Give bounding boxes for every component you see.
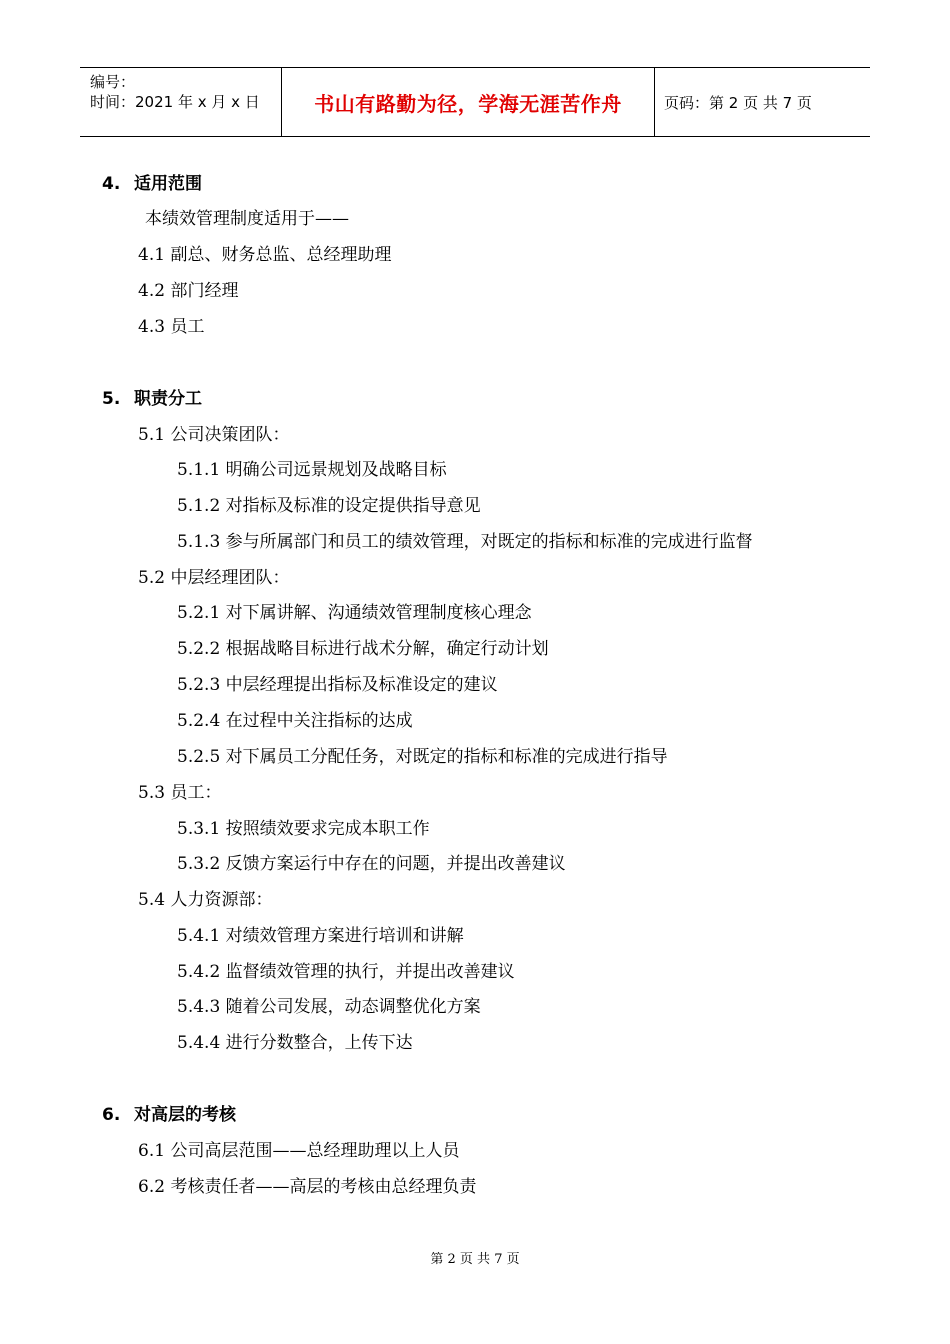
list-item: 5.4.2 监督绩效管理的执行，并提出改善建议 <box>177 962 515 982</box>
section-heading <box>102 169 202 194</box>
section-number: 5. <box>102 389 121 409</box>
section-heading <box>102 384 202 409</box>
list-item: 5.2.3 中层经理提出指标及标准设定的建议 <box>177 675 498 695</box>
section-title: 对高层的考核 <box>134 1105 236 1125</box>
list-item: 5.4.3 随着公司发展，动态调整优化方案 <box>177 997 481 1017</box>
paragraph: 本绩效管理制度适用于—— <box>145 209 349 229</box>
list-item: 5.3.1 按照绩效要求完成本职工作 <box>177 819 430 839</box>
list-item: 5.2.4 在过程中关注指标的达成 <box>177 711 413 731</box>
header-page-label: 页码：第 2 页 共 7 页 <box>664 93 812 112</box>
list-item: 5.1.2 对指标及标准的设定提供指导意见 <box>177 496 481 516</box>
number-label: 编号： <box>90 73 136 91</box>
header-meta <box>90 72 260 112</box>
section-title: 职责分工 <box>134 389 202 409</box>
list-item: 6.2 考核责任者——高层的考核由总经理负责 <box>138 1177 477 1197</box>
list-item: 5.2.5 对下属员工分配任务，对既定的指标和标准的完成进行指导 <box>177 747 668 767</box>
list-item: 6.1 公司高层范围——总经理助理以上人员 <box>138 1141 460 1161</box>
subsection-heading: 5.2 中层经理团队： <box>138 568 290 588</box>
header-motto: 书山有路勤为径，学海无涯苦作舟 <box>314 91 622 116</box>
time-label: 时间：2021 年 x 月 x 日 <box>90 93 260 111</box>
subsection-heading: 5.1 公司决策团队： <box>138 425 290 445</box>
list-item: 5.4.1 对绩效管理方案进行培训和讲解 <box>177 926 464 946</box>
list-item: 5.1.1 明确公司远景规划及战略目标 <box>177 460 447 480</box>
page-footer: 第 2 页 共 7 页 <box>430 1252 520 1267</box>
list-item: 4.3 员工 <box>138 317 205 337</box>
list-item: 5.1.3 参与所属部门和员工的绩效管理，对既定的指标和标准的完成进行监督 <box>177 532 753 552</box>
list-item: 5.3.2 反馈方案运行中存在的问题，并提出改善建议 <box>177 854 566 874</box>
page-header <box>80 67 870 137</box>
subsection-heading: 5.3 员工： <box>138 783 222 803</box>
header-divider <box>654 68 655 136</box>
list-item: 4.2 部门经理 <box>138 281 239 301</box>
list-item: 5.4.4 进行分数整合，上传下达 <box>177 1033 413 1053</box>
subsection-heading: 5.4 人力资源部： <box>138 890 273 910</box>
section-number: 4. <box>102 174 121 194</box>
section-number: 6. <box>102 1105 121 1125</box>
section-heading <box>102 1100 236 1125</box>
list-item: 5.2.1 对下属讲解、沟通绩效管理制度核心理念 <box>177 603 532 623</box>
list-item: 5.2.2 根据战略目标进行战术分解，确定行动计划 <box>177 639 549 659</box>
section-title: 适用范围 <box>134 174 202 194</box>
list-item: 4.1 副总、财务总监、总经理助理 <box>138 245 392 265</box>
